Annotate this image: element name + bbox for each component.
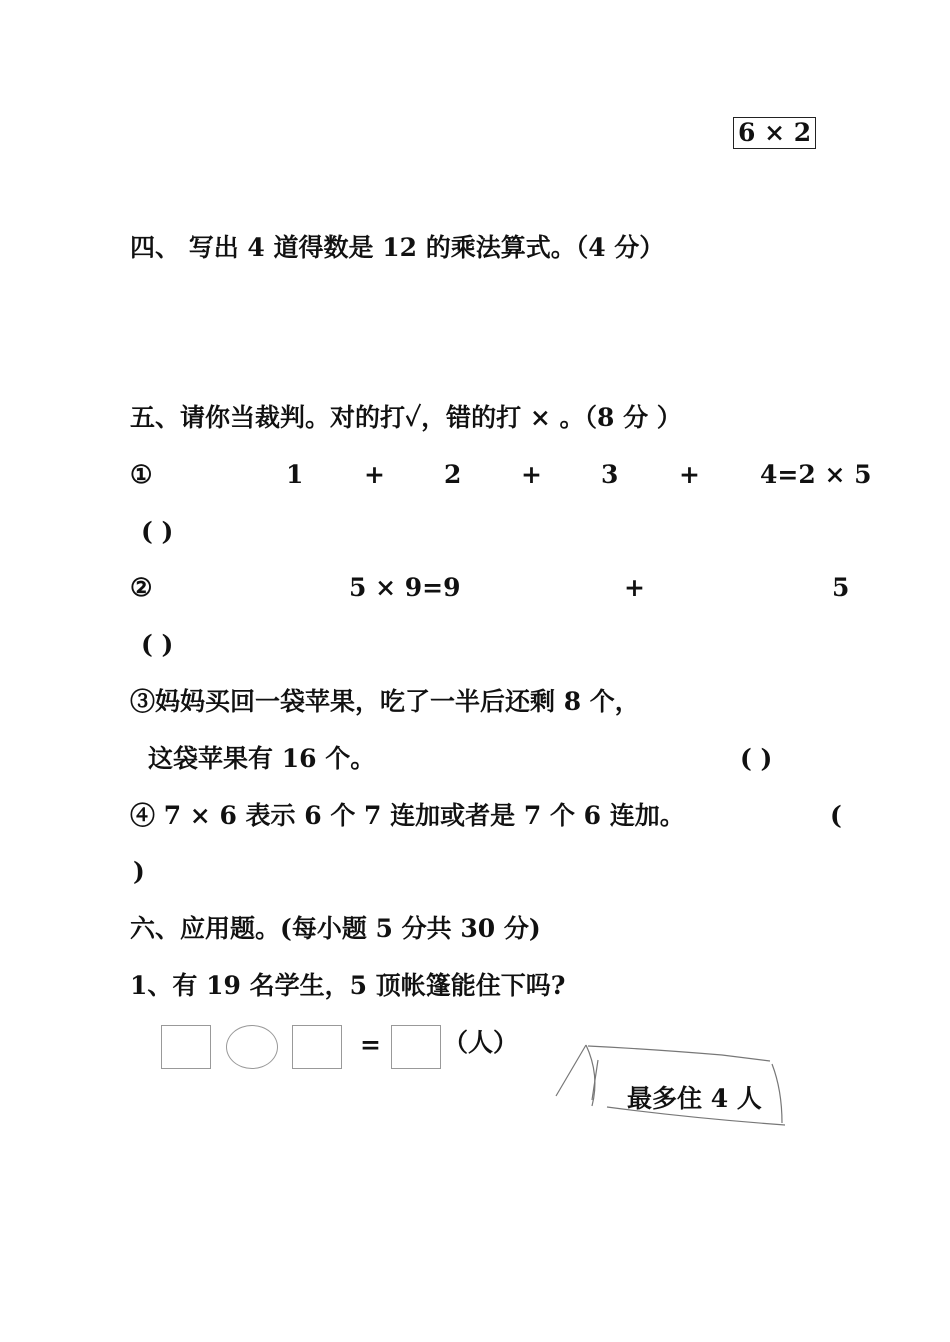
q2-term-1: 5 × 9=9 [349, 573, 461, 602]
q1-term-4: 4=2 × 5 [760, 460, 872, 489]
q1-term-1: 1 [286, 460, 304, 489]
q4-paren-close[interactable]: ) [133, 857, 145, 886]
unit-label: （人） [443, 1028, 519, 1057]
q2-marker: ② [130, 573, 153, 602]
top-boxed-expression: 6 × 2 [733, 117, 816, 149]
q4-text: ④ 7 × 6 表示 6 个 7 连加或者是 7 个 6 连加。 [130, 801, 685, 830]
tent-capacity-label: 最多住 4 人 [627, 1084, 762, 1113]
q2-plus-1: + [624, 573, 645, 602]
section-6-question-1: 1、有 19 名学生，5 顶帐篷能住下吗? [130, 971, 566, 1000]
q4-paren-open[interactable]: ( [830, 801, 842, 830]
section-6-title: 六、应用题。(每小题 5 分共 30 分) [130, 914, 541, 943]
q2-term-2: 5 [832, 573, 850, 602]
q2-answer-paren[interactable]: ( ) [141, 630, 174, 659]
tent-right-edge [772, 1064, 782, 1123]
section-5-title: 五、请你当裁判。对的打✓，错的打 × 。（8 分 ） [130, 403, 682, 432]
q3-line-2: 这袋苹果有 16 个。 [148, 744, 376, 773]
section-4-title: 四、 写出 4 道得数是 12 的乘法算式。（4 分） [130, 233, 665, 262]
tent-left-slope [556, 1045, 586, 1096]
tent-ridge-front [586, 1045, 595, 1106]
q1-plus-2: + [521, 460, 542, 489]
q1-plus-1: + [364, 460, 385, 489]
q1-answer-paren[interactable]: ( ) [141, 517, 174, 546]
q1-term-2: 2 [444, 460, 462, 489]
equals-sign: = [360, 1030, 381, 1059]
q3-answer-paren[interactable]: ( ) [740, 744, 773, 773]
q1-plus-3: + [679, 460, 700, 489]
q3-line-1: ③妈妈买回一袋苹果，吃了一半后还剩 8 个， [130, 687, 640, 716]
q1-term-3: 3 [601, 460, 619, 489]
tent-roof-top [588, 1046, 770, 1061]
q1-marker: ① [130, 460, 153, 489]
